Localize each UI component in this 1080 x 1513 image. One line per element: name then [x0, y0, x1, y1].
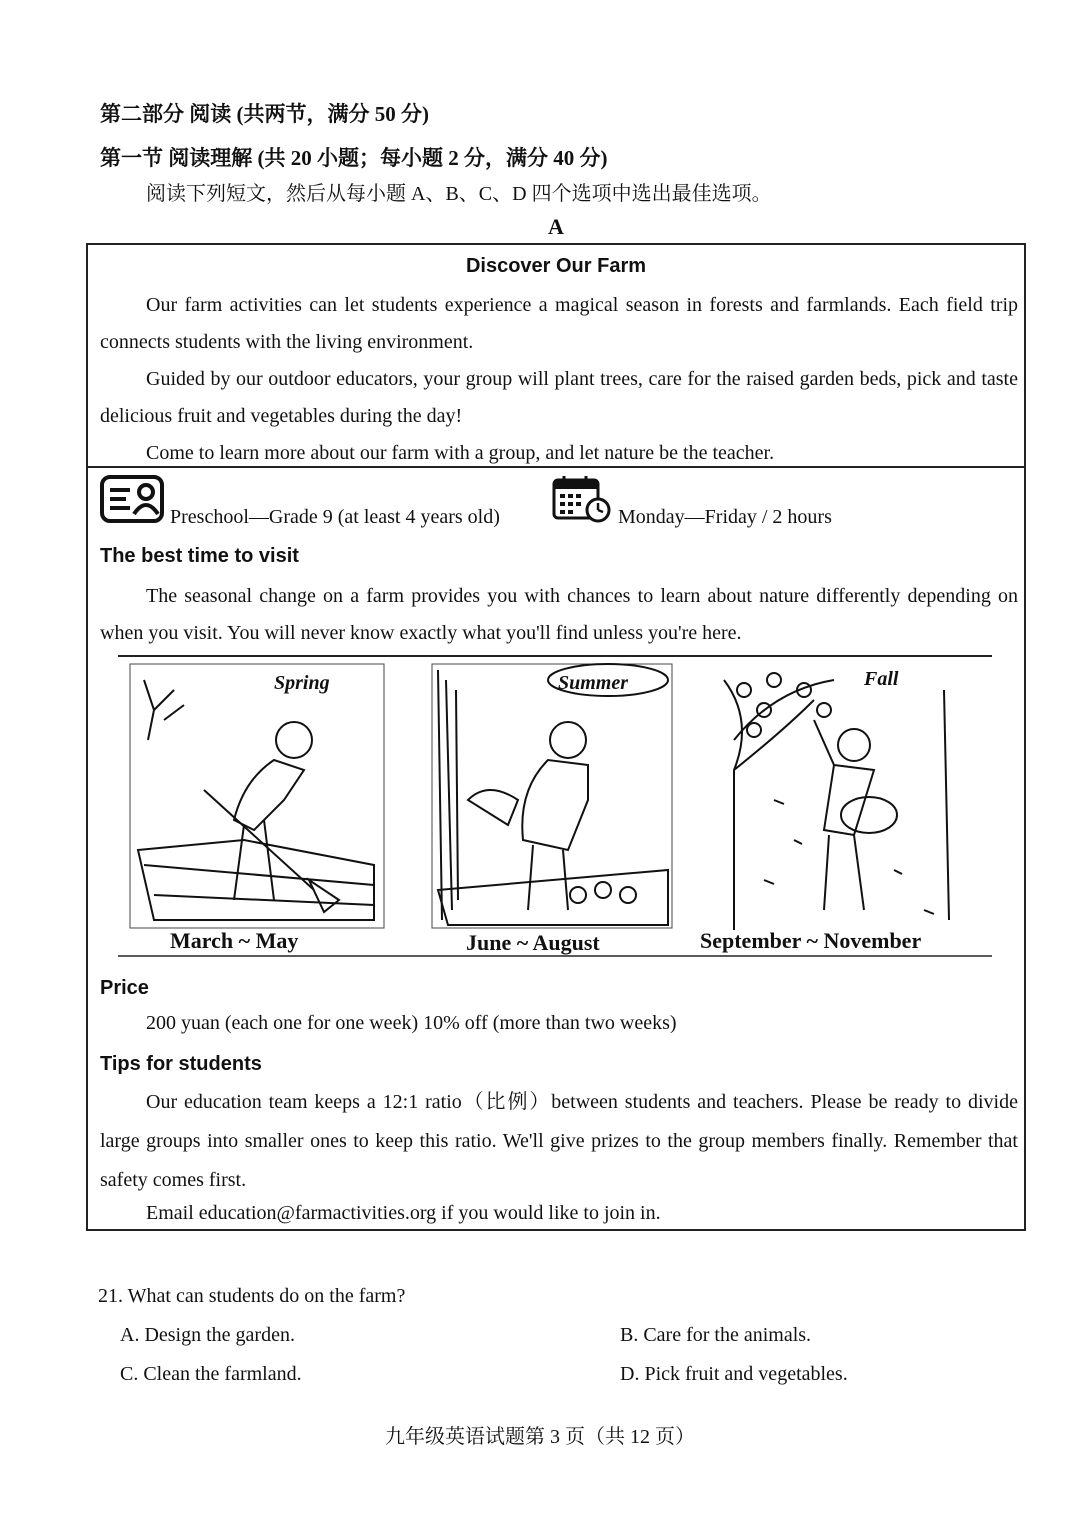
instruction: 阅读下列短文，然后从每小题 A、B、C、D 四个选项中选出最佳选项。	[146, 183, 772, 205]
intro-paragraph: Our farm activities can let students experience a magical season in forests and farmlands. Each field trip connects students with the living environment.	[100, 294, 1018, 353]
option-a: A. Design the garden.	[120, 1324, 295, 1346]
best-time-heading: The best time to visit	[100, 545, 299, 567]
season-months: March ~ May	[170, 928, 299, 953]
season-fall	[694, 650, 992, 960]
intro-paragraph: Guided by our outdoor educators, your group will plant trees, care for the raised garden beds, pick and taste delicious fruit and vegetables during the day!	[100, 368, 1018, 427]
tips-heading: Tips for students	[100, 1053, 262, 1075]
schedule: Monday—Friday / 2 hours	[618, 506, 832, 528]
calendar-clock-icon	[552, 474, 612, 524]
passage-letter: A	[548, 214, 564, 239]
tips-text: Our education team keeps a 12:1 ratio（比例）between students and teachers. Please be ready to divide large groups into smaller ones to keep this ratio. We'll give prizes to the group members finally. Remember that safety comes first.	[100, 1091, 1018, 1191]
season-spring	[124, 650, 394, 960]
season-label: Fall	[864, 668, 899, 690]
age-range: Preschool—Grade 9 (at least 4 years old)	[170, 506, 500, 528]
season-label: Summer	[558, 672, 629, 694]
id-card-icon	[100, 474, 164, 524]
part-title: 第二部分 阅读 (共两节，满分 50 分)	[100, 102, 429, 126]
season-summer	[428, 650, 678, 960]
intro-paragraph: Come to learn more about our farm with a group, and let nature be the teacher.	[146, 442, 775, 464]
season-label: Spring	[274, 672, 330, 694]
price-text: 200 yuan (each one for one week) 10% off (more than two weeks)	[146, 1012, 677, 1034]
spring-gardener-image	[124, 650, 394, 940]
ad-title: Discover Our Farm	[465, 255, 647, 277]
option-c: C. Clean the farmland.	[120, 1363, 302, 1385]
info-row	[100, 472, 1000, 532]
email-text: Email education@farmactivities.org if you would like to join in.	[146, 1202, 661, 1224]
season-months: September ~ November	[700, 928, 922, 953]
best-time-text: The seasonal change on a farm provides you with chances to learn about nature differently depending on when you visit. You will never know exactly what you'll find unless you're here.	[100, 585, 1018, 644]
option-d: D. Pick fruit and vegetables.	[620, 1363, 848, 1385]
question-text: 21. What can students do on the farm?	[98, 1285, 406, 1307]
fall-apple-picker-image	[694, 650, 992, 940]
price-heading: Price	[100, 977, 149, 999]
ad-intro	[100, 287, 1018, 472]
seasons-illustration	[118, 650, 992, 960]
page-footer: 九年级英语试题第 3 页（共 12 页）	[385, 1426, 695, 1448]
summer-gardener-image	[428, 650, 678, 940]
section-title: 第一节 阅读理解 (共 20 小题；每小题 2 分，满分 40 分)	[100, 146, 608, 170]
season-months: June ~ August	[466, 930, 600, 955]
option-b: B. Care for the animals.	[620, 1324, 812, 1346]
